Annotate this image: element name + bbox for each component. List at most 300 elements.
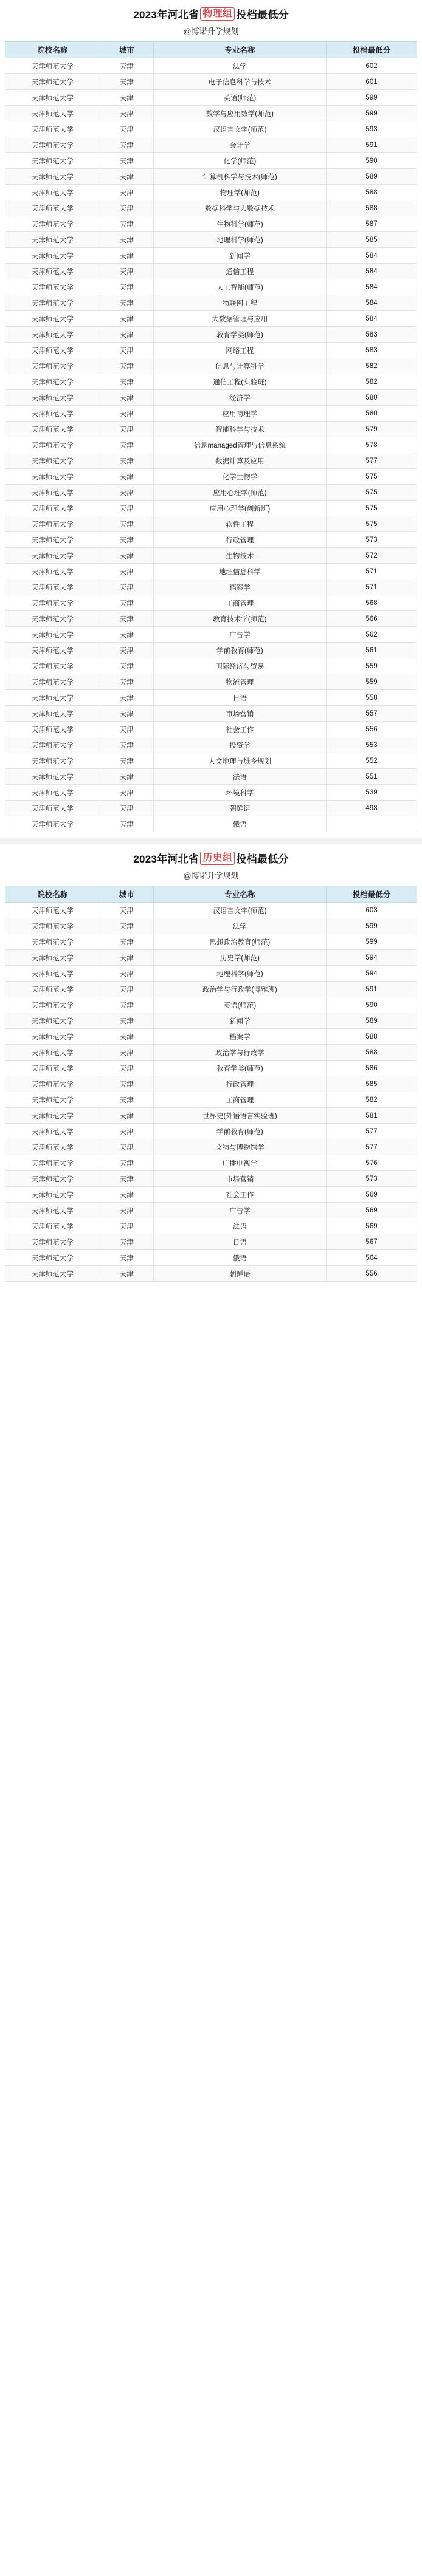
table-row (5, 1061, 417, 1076)
cell-major: 数据计算及应用 (153, 453, 326, 469)
cell-major: 行政管理 (153, 1076, 326, 1092)
table-row (5, 769, 417, 785)
cell-score: 582 (327, 374, 417, 390)
cell-score: 575 (327, 516, 417, 532)
cell-score: 584 (327, 311, 417, 327)
cell-school: 天津师范大学 (5, 1266, 100, 1282)
cell-major: 数学与应用数学(师范) (153, 106, 326, 121)
cell-major: 汉语言文学(师范) (153, 121, 326, 137)
cell-city: 天津 (100, 1266, 153, 1282)
cell-city: 天津 (100, 966, 153, 982)
table-row (5, 690, 417, 706)
cell-city: 天津 (100, 1203, 153, 1218)
cell-score: 594 (327, 950, 417, 966)
table-row (5, 1250, 417, 1266)
cell-major: 经济学 (153, 390, 326, 406)
cell-score: 588 (327, 200, 417, 216)
cell-score: 569 (327, 1187, 417, 1203)
table-row (5, 934, 417, 950)
cell-school: 天津师范大学 (5, 674, 100, 690)
cell-major: 电子信息科学与技术 (153, 74, 326, 90)
table-body (5, 58, 417, 832)
table-row (5, 966, 417, 982)
table-row (5, 595, 417, 611)
table-row (5, 785, 417, 801)
cell-score: 561 (327, 643, 417, 658)
cell-major: 法语 (153, 769, 326, 785)
cell-major: 地理科学(师范) (153, 966, 326, 982)
column-header-school: 院校名称 (5, 886, 100, 903)
cell-major: 俄语 (153, 1250, 326, 1266)
cell-city: 天津 (100, 58, 153, 74)
cell-city: 天津 (100, 1187, 153, 1203)
cell-city: 天津 (100, 169, 153, 185)
cell-city: 天津 (100, 74, 153, 90)
cell-major: 法学 (153, 918, 326, 934)
table-row (5, 722, 417, 737)
cell-school: 天津师范大学 (5, 137, 100, 153)
cell-score: 599 (327, 106, 417, 121)
table-row (5, 706, 417, 722)
subject-group-badge: 历史组 (200, 852, 235, 865)
cell-city: 天津 (100, 1139, 153, 1155)
table-header-row (5, 886, 417, 903)
cell-major: 智能科学与技术 (153, 422, 326, 437)
cell-score: 557 (327, 706, 417, 722)
cell-school: 天津师范大学 (5, 453, 100, 469)
cell-school: 天津师范大学 (5, 200, 100, 216)
cell-score: 577 (327, 1124, 417, 1139)
page-title (5, 844, 417, 869)
cell-score: 577 (327, 453, 417, 469)
cell-city: 天津 (100, 153, 153, 169)
cell-major: 社会工作 (153, 722, 326, 737)
cell-major: 应用心理学(师范) (153, 485, 326, 501)
table-row (5, 1108, 417, 1124)
cell-city: 天津 (100, 406, 153, 422)
cell-score: 575 (327, 469, 417, 485)
table-row (5, 753, 417, 769)
cell-score: 575 (327, 501, 417, 516)
cell-school: 天津师范大学 (5, 58, 100, 74)
cell-city: 天津 (100, 1108, 153, 1124)
cell-major: 环境科学 (153, 785, 326, 801)
table-row (5, 611, 417, 627)
cell-city: 天津 (100, 358, 153, 374)
cell-score: 601 (327, 74, 417, 90)
cell-major: 汉语言文学(师范) (153, 903, 326, 918)
column-header-score: 投档最低分 (327, 886, 417, 903)
title-prefix: 2023年河北省 (133, 9, 199, 21)
cell-school: 天津师范大学 (5, 216, 100, 232)
cell-score: 556 (327, 722, 417, 737)
cell-city: 天津 (100, 185, 153, 200)
cell-major: 教育学类(师范) (153, 327, 326, 343)
table-row (5, 74, 417, 90)
cell-city: 天津 (100, 997, 153, 1013)
score-table-card (0, 844, 422, 1288)
table-row (5, 311, 417, 327)
cell-major: 广告学 (153, 1203, 326, 1218)
table-row (5, 185, 417, 200)
table-row (5, 264, 417, 279)
cell-city: 天津 (100, 485, 153, 501)
cell-city: 天津 (100, 611, 153, 627)
table-row (5, 516, 417, 532)
cell-score: 580 (327, 406, 417, 422)
table-row (5, 816, 417, 832)
column-header-major: 专业名称 (153, 42, 326, 58)
table-row (5, 674, 417, 690)
table-row (5, 295, 417, 311)
table-header (5, 886, 417, 903)
table-header-row (5, 42, 417, 58)
cell-city: 天津 (100, 1092, 153, 1108)
cell-major: 英语(师范) (153, 997, 326, 1013)
cell-major: 地理科学(师范) (153, 232, 326, 248)
table-body (5, 903, 417, 1282)
cell-school: 天津师范大学 (5, 106, 100, 121)
cell-city: 天津 (100, 374, 153, 390)
table-row (5, 58, 417, 74)
watermark-subtitle: @博诺升学规划 (183, 871, 239, 880)
cell-school: 天津师范大学 (5, 343, 100, 358)
cell-city: 天津 (100, 90, 153, 106)
cell-school: 天津师范大学 (5, 816, 100, 832)
cell-school: 天津师范大学 (5, 1124, 100, 1139)
cell-score: 587 (327, 216, 417, 232)
cell-school: 天津师范大学 (5, 121, 100, 137)
cell-major: 通信工程(实验班) (153, 374, 326, 390)
cell-major: 新闻学 (153, 1013, 326, 1029)
table-row (5, 485, 417, 501)
table-row (5, 422, 417, 437)
table-row (5, 437, 417, 453)
cell-city: 天津 (100, 137, 153, 153)
cell-major: 社会工作 (153, 1187, 326, 1203)
cell-city: 天津 (100, 1076, 153, 1092)
cell-score: 580 (327, 390, 417, 406)
cell-major: 思想政治教育(师范) (153, 934, 326, 950)
score-table-card (0, 0, 422, 838)
cell-city: 天津 (100, 311, 153, 327)
cell-city: 天津 (100, 516, 153, 532)
cell-major: 大数据管理与应用 (153, 311, 326, 327)
cell-city: 天津 (100, 903, 153, 918)
table-row (5, 153, 417, 169)
cell-score: 602 (327, 58, 417, 74)
card-inner (5, 0, 417, 832)
cell-city: 天津 (100, 706, 153, 722)
cell-city: 天津 (100, 106, 153, 121)
cell-city: 天津 (100, 918, 153, 934)
cell-score: 539 (327, 785, 417, 801)
table-row (5, 1076, 417, 1092)
cell-score: 564 (327, 1250, 417, 1266)
cell-score: 581 (327, 1108, 417, 1124)
cell-city: 天津 (100, 121, 153, 137)
cell-school: 天津师范大学 (5, 422, 100, 437)
cell-school: 天津师范大学 (5, 737, 100, 753)
table-row (5, 169, 417, 185)
cell-score: 585 (327, 1076, 417, 1092)
cell-major: 地理信息科学 (153, 564, 326, 579)
cell-city: 天津 (100, 1218, 153, 1234)
cell-school: 天津师范大学 (5, 1234, 100, 1250)
cell-score: 553 (327, 737, 417, 753)
column-header-city: 城市 (100, 42, 153, 58)
table-row (5, 1203, 417, 1218)
table-row (5, 1139, 417, 1155)
cell-major: 应用心理学(创新班) (153, 501, 326, 516)
table-row (5, 918, 417, 934)
cell-score (327, 816, 417, 832)
cell-score: 591 (327, 982, 417, 997)
cell-major: 法语 (153, 1218, 326, 1234)
cell-school: 天津师范大学 (5, 966, 100, 982)
cell-major: 人文地理与城乡规划 (153, 753, 326, 769)
cell-score: 551 (327, 769, 417, 785)
table-row (5, 532, 417, 548)
cell-school: 天津师范大学 (5, 532, 100, 548)
cell-city: 天津 (100, 816, 153, 832)
cell-school: 天津师范大学 (5, 185, 100, 200)
cell-score: 584 (327, 279, 417, 295)
cell-major: 信息managed管理与信息系统 (153, 437, 326, 453)
cell-school: 天津师范大学 (5, 295, 100, 311)
cell-score: 568 (327, 595, 417, 611)
cell-major: 化学生物学 (153, 469, 326, 485)
cell-major: 通信工程 (153, 264, 326, 279)
cell-city: 天津 (100, 579, 153, 595)
cell-score: 569 (327, 1203, 417, 1218)
cell-school: 天津师范大学 (5, 74, 100, 90)
cell-school: 天津师范大学 (5, 1061, 100, 1076)
title-suffix: 投档最低分 (236, 853, 289, 865)
cell-school: 天津师范大学 (5, 579, 100, 595)
cell-major: 会计学 (153, 137, 326, 153)
table-row (5, 564, 417, 579)
cell-school: 天津师范大学 (5, 753, 100, 769)
cell-major: 计算机科学与技术(师范) (153, 169, 326, 185)
column-header-major: 专业名称 (153, 886, 326, 903)
cell-city: 天津 (100, 982, 153, 997)
cell-major: 档案学 (153, 1029, 326, 1045)
subject-group-badge: 物理组 (200, 7, 235, 21)
cell-city: 天津 (100, 390, 153, 406)
cell-city: 天津 (100, 737, 153, 753)
cell-city: 天津 (100, 769, 153, 785)
cell-score: 576 (327, 1155, 417, 1171)
title-prefix: 2023年河北省 (133, 853, 199, 865)
cell-major: 新闻学 (153, 248, 326, 264)
cell-city: 天津 (100, 1250, 153, 1266)
cell-score: 586 (327, 1061, 417, 1076)
cell-major: 生物技术 (153, 548, 326, 564)
cell-major: 工商管理 (153, 595, 326, 611)
cell-score: 588 (327, 1029, 417, 1045)
watermark-subtitle: @博诺升学规划 (183, 27, 239, 36)
cell-school: 天津师范大学 (5, 643, 100, 658)
cell-score: 588 (327, 185, 417, 200)
cell-city: 天津 (100, 564, 153, 579)
cell-city: 天津 (100, 343, 153, 358)
cell-score: 578 (327, 437, 417, 453)
table-row (5, 248, 417, 264)
cell-score: 556 (327, 1266, 417, 1282)
cell-major: 教育技术学(师范) (153, 611, 326, 627)
cell-city: 天津 (100, 595, 153, 611)
cell-school: 天津师范大学 (5, 374, 100, 390)
cell-city: 天津 (100, 753, 153, 769)
cell-school: 天津师范大学 (5, 485, 100, 501)
cell-city: 天津 (100, 501, 153, 516)
cell-school: 天津师范大学 (5, 801, 100, 816)
table-row (5, 406, 417, 422)
cell-score: 599 (327, 934, 417, 950)
cell-score: 588 (327, 1045, 417, 1061)
cell-score: 571 (327, 579, 417, 595)
cell-school: 天津师范大学 (5, 548, 100, 564)
cell-city: 天津 (100, 627, 153, 643)
table-row (5, 327, 417, 343)
cell-city: 天津 (100, 200, 153, 216)
cell-school: 天津师范大学 (5, 501, 100, 516)
cell-school: 天津师范大学 (5, 564, 100, 579)
cell-score: 589 (327, 1013, 417, 1029)
cell-score: 594 (327, 966, 417, 982)
cell-major: 化学(师范) (153, 153, 326, 169)
table-row (5, 1171, 417, 1187)
cell-school: 天津师范大学 (5, 1092, 100, 1108)
table-row (5, 627, 417, 643)
cell-score: 584 (327, 295, 417, 311)
cell-major: 市场营销 (153, 706, 326, 722)
cell-score: 599 (327, 90, 417, 106)
cell-city: 天津 (100, 1013, 153, 1029)
table-row (5, 1187, 417, 1203)
cell-city: 天津 (100, 722, 153, 737)
cell-major: 文物与博物馆学 (153, 1139, 326, 1155)
table-row (5, 579, 417, 595)
cell-school: 天津师范大学 (5, 658, 100, 674)
cell-major: 国际经济与贸易 (153, 658, 326, 674)
cell-major: 日语 (153, 690, 326, 706)
cell-score: 558 (327, 690, 417, 706)
cell-score: 559 (327, 658, 417, 674)
cell-school: 天津师范大学 (5, 1139, 100, 1155)
cell-school: 天津师范大学 (5, 722, 100, 737)
cell-school: 天津师范大学 (5, 437, 100, 453)
cell-score: 582 (327, 358, 417, 374)
cell-major: 政治学与行政学 (153, 1045, 326, 1061)
cell-major: 物理学(师范) (153, 185, 326, 200)
table-row (5, 950, 417, 966)
cell-school: 天津师范大学 (5, 279, 100, 295)
cell-score: 573 (327, 1171, 417, 1187)
cell-score: 584 (327, 248, 417, 264)
cell-school: 天津师范大学 (5, 1076, 100, 1092)
cell-city: 天津 (100, 232, 153, 248)
cell-score: 590 (327, 997, 417, 1013)
cell-city: 天津 (100, 785, 153, 801)
cell-school: 天津师范大学 (5, 1218, 100, 1234)
cell-score: 589 (327, 169, 417, 185)
cell-major: 朝鲜语 (153, 801, 326, 816)
cell-school: 天津师范大学 (5, 950, 100, 966)
cell-major: 物流管理 (153, 674, 326, 690)
cell-major: 物联网工程 (153, 295, 326, 311)
cell-school: 天津师范大学 (5, 311, 100, 327)
cell-city: 天津 (100, 1029, 153, 1045)
cell-city: 天津 (100, 658, 153, 674)
table-row (5, 137, 417, 153)
cell-school: 天津师范大学 (5, 516, 100, 532)
cell-major: 数据科学与大数据技术 (153, 200, 326, 216)
cell-major: 朝鲜语 (153, 1266, 326, 1282)
cell-score: 562 (327, 627, 417, 643)
cell-score: 603 (327, 903, 417, 918)
cell-score: 566 (327, 611, 417, 627)
table-row (5, 903, 417, 918)
cell-school: 天津师范大学 (5, 918, 100, 934)
cell-major: 人工智能(师范) (153, 279, 326, 295)
table-row (5, 501, 417, 516)
cell-score: 584 (327, 264, 417, 279)
cell-school: 天津师范大学 (5, 769, 100, 785)
cell-major: 英语(师范) (153, 90, 326, 106)
cell-city: 天津 (100, 1061, 153, 1076)
cell-school: 天津师范大学 (5, 785, 100, 801)
cell-school: 天津师范大学 (5, 1171, 100, 1187)
section-divider (0, 838, 422, 844)
cell-school: 天津师范大学 (5, 248, 100, 264)
cell-major: 法学 (153, 58, 326, 74)
cell-major: 政治学与行政学(博雅班) (153, 982, 326, 997)
table-row (5, 1029, 417, 1045)
cell-school: 天津师范大学 (5, 1029, 100, 1045)
cell-city: 天津 (100, 643, 153, 658)
cell-major: 广告学 (153, 627, 326, 643)
cell-school: 天津师范大学 (5, 1108, 100, 1124)
cell-major: 教育学类(师范) (153, 1061, 326, 1076)
table-row (5, 200, 417, 216)
cell-city: 天津 (100, 1234, 153, 1250)
cell-major: 工商管理 (153, 1092, 326, 1108)
cell-city: 天津 (100, 1124, 153, 1139)
cell-school: 天津师范大学 (5, 232, 100, 248)
cell-city: 天津 (100, 437, 153, 453)
cell-major: 生物科学(师范) (153, 216, 326, 232)
table-row (5, 982, 417, 997)
cell-score: 498 (327, 801, 417, 816)
table-row (5, 453, 417, 469)
cell-score: 577 (327, 1139, 417, 1155)
cell-score: 599 (327, 918, 417, 934)
page-title (5, 0, 417, 25)
cell-score: 585 (327, 232, 417, 248)
cell-school: 天津师范大学 (5, 982, 100, 997)
title-suffix: 投档最低分 (236, 9, 289, 21)
cell-school: 天津师范大学 (5, 1187, 100, 1203)
cell-city: 天津 (100, 327, 153, 343)
cell-school: 天津师范大学 (5, 358, 100, 374)
cell-school: 天津师范大学 (5, 169, 100, 185)
cell-school: 天津师范大学 (5, 627, 100, 643)
cell-city: 天津 (100, 279, 153, 295)
cell-major: 广播电视学 (153, 1155, 326, 1171)
cell-score: 582 (327, 1092, 417, 1108)
